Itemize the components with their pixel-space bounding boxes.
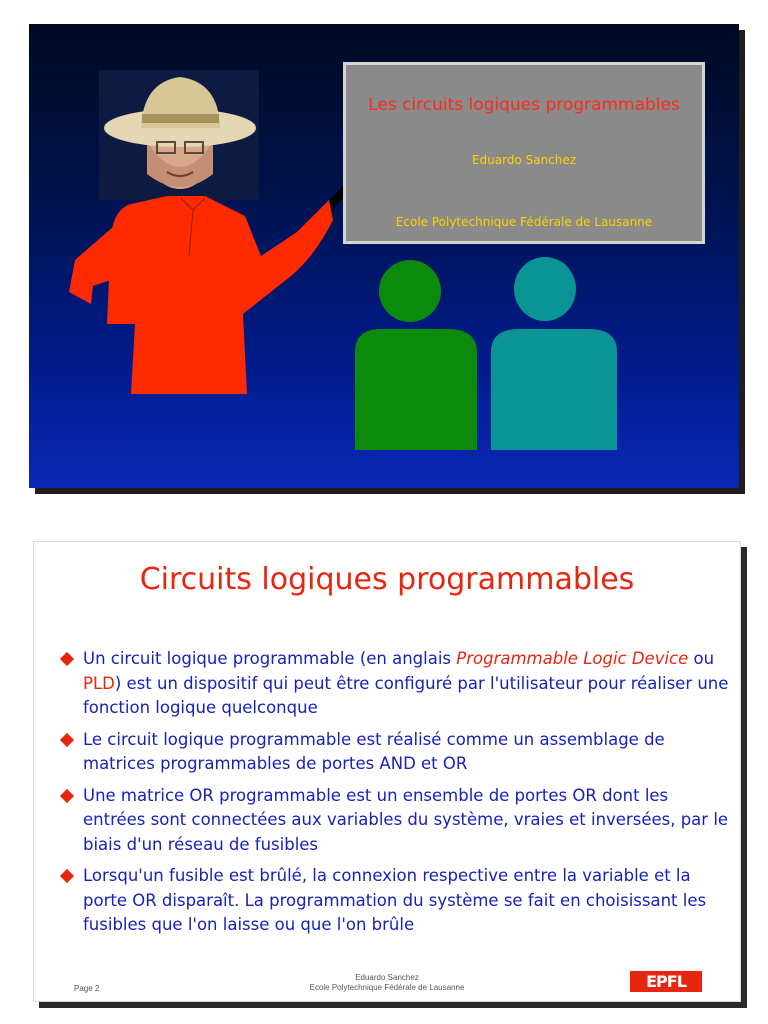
- audience-person-left: [355, 260, 477, 450]
- diamond-bullet-icon: [60, 869, 74, 883]
- term-english: Programmable Logic Device: [456, 649, 689, 668]
- bullet-item: Un circuit logique programmable (en anglais Programmable Logic Device ou PLD) est un dispositif qui peut être configuré par l'utilisateur pour réaliser une fonction logique quelconque: [60, 647, 730, 721]
- footer-author: Eduardo Sanchez: [355, 973, 419, 982]
- bullet-item: Le circuit logique programmable est réalisé comme un assemblage de matrices programmables de portes AND et OR: [60, 728, 730, 777]
- title-slide: [29, 24, 739, 488]
- presenter-face: [99, 70, 259, 200]
- diamond-bullet-icon: [60, 732, 74, 746]
- footer-school: Ecole Polytechnique Fédérale de Lausanne: [309, 983, 465, 992]
- bullet-list: [60, 647, 730, 945]
- projection-screen: [343, 62, 705, 244]
- term-acronym: PLD: [83, 673, 115, 693]
- logo-text: EPFL: [646, 972, 686, 991]
- screen-title: Les circuits logiques programmables: [368, 95, 680, 115]
- audience-person-right: [491, 257, 617, 450]
- bullet-item: Une matrice OR programmable est un ensemble de portes OR dont les entrées sont connectées aux variables du système, vraies et inversées, par le biais d'un réseau de fusibles: [60, 784, 730, 858]
- slide-title: Circuits logiques programmables: [139, 562, 635, 597]
- diamond-bullet-icon: [60, 652, 74, 666]
- diamond-bullet-icon: [60, 788, 74, 802]
- content-slide: [33, 541, 741, 1002]
- page-number: Page 2: [74, 984, 100, 993]
- bullet-item: Lorsqu'un fusible est brûlé, la connexion respective entre la variable et la porte OR disparaît. La programmation du système se fait en choisissant les fusibles que l'on laisse ou que l'on brûle: [60, 864, 730, 938]
- epfl-logo: [630, 971, 702, 992]
- presenter-jacket: [69, 196, 333, 394]
- screen-school: Ecole Polytechnique Fédérale de Lausanne: [395, 215, 653, 229]
- screen-author: Eduardo Sanchez: [471, 153, 577, 167]
